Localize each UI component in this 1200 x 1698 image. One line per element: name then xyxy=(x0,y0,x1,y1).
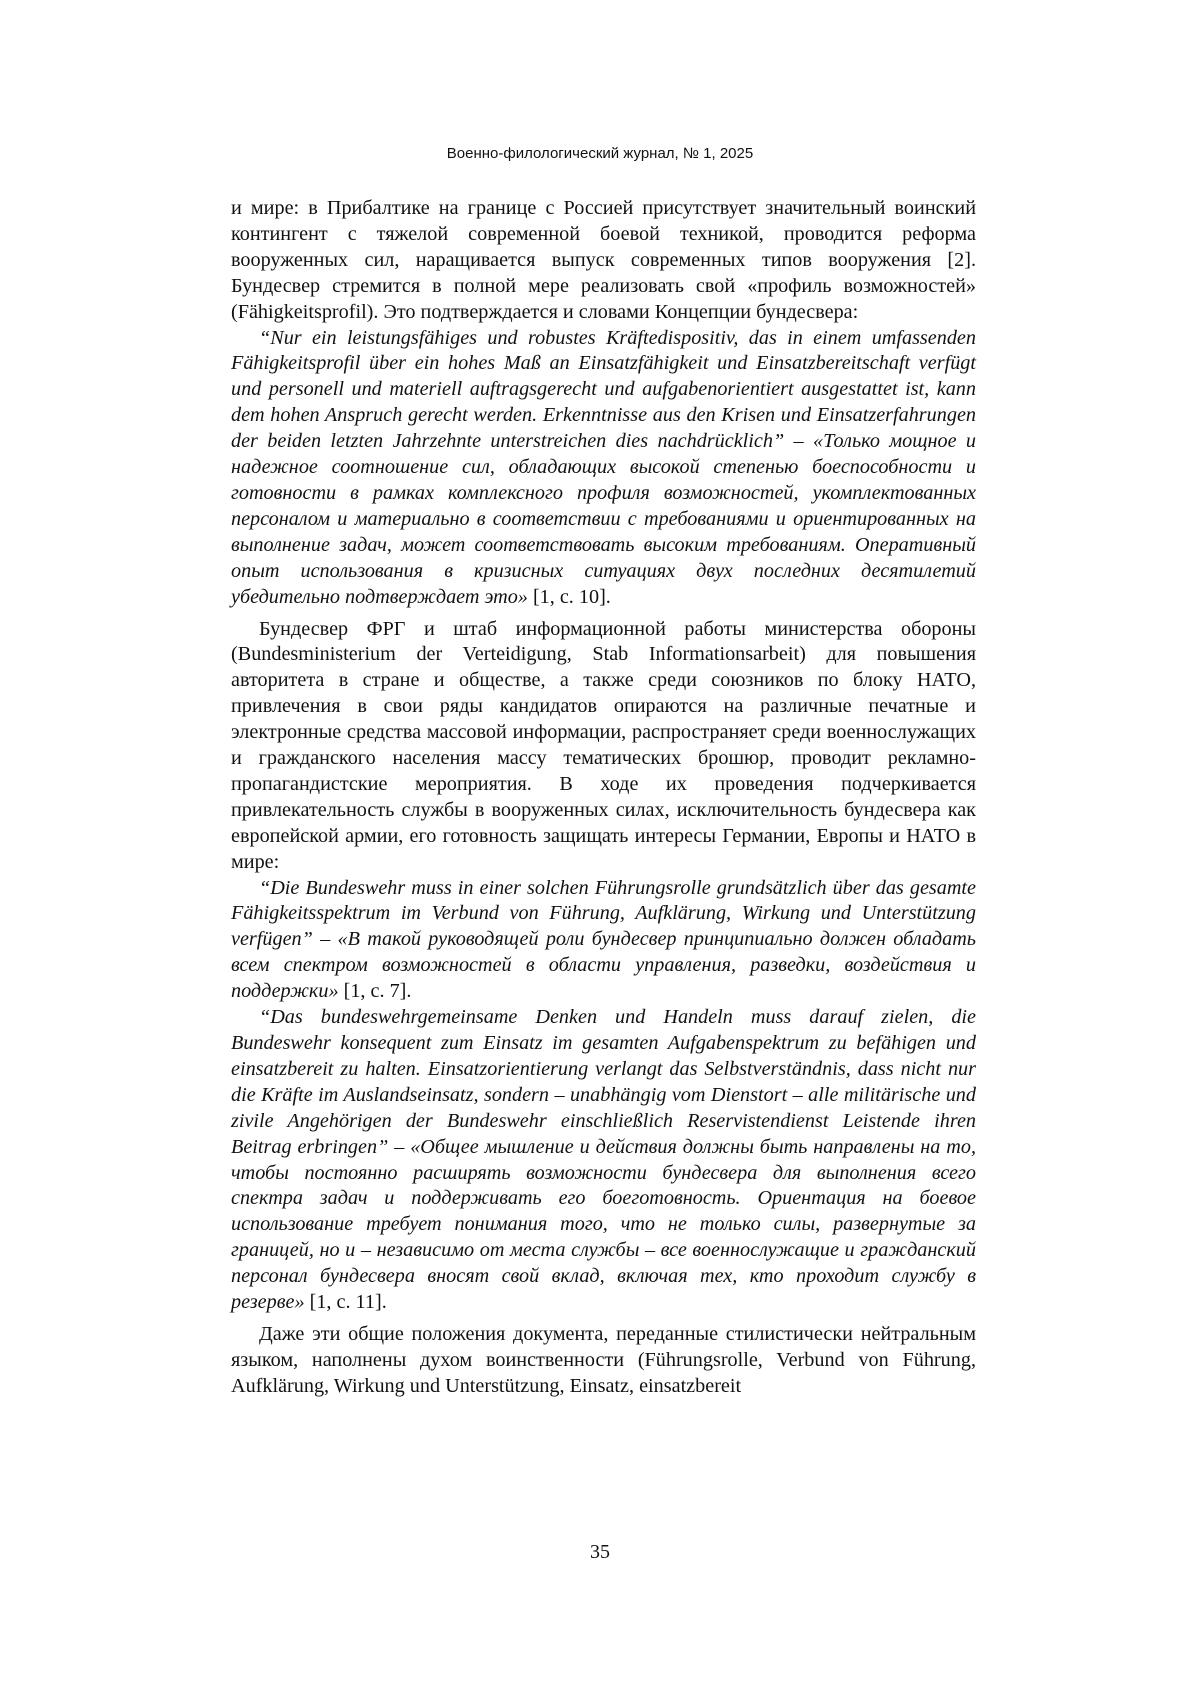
quote-text: “Das bundeswehrgemeinsame Denken und Handeln muss darauf zielen, die Bundeswehr konsequent zum Einsatz im gesamten Aufgabenspektrum zu befähigen und einsatzbereit zu halten. Einsatzorientierung verlangt das Selbstverständnis, dass nicht nur die Kräfte im Auslandseinsatz, sondern – unabhängig vom Dienstort – alle militärische und zivile Angehörigen der Bundeswehr einschließlich Reservistendienst Leistende ihren Beitrag erbringen” – «Общее мышление и действия должны быть направлены на то, чтобы постоянно расширять возможности бундесвера для выполнения всего спектра задач и поддерживать его боеготовность. Ориентация на боевое использование требует понимания того, что не только силы, развернутые за границей, но и – независимо от места службы – все военнослужащие и гражданский персонал бундесвера вносят свой вклад, включая тех, кто проходит службу в резерве» xyxy=(231,1006,976,1314)
quote-block-2 xyxy=(231,876,976,1006)
citation: [1, с. 11]. xyxy=(304,1291,387,1314)
running-header: Военно-филологический журнал, № 1, 2025 xyxy=(446,145,754,162)
paragraph-bundeswehr-info: Бундесвер ФРГ и штаб информационной работы министерства обороны (Bundesministerium der Verteidigung, Stab Informationsarbeit) для повышения авторитета в стране и обществе, а также среди союзников по блоку НАТО, привлечения в свои ряды кандидатов опираются на различные печатные и электронные средства массовой информации, распространяет среди военнослужащих и гражданского населения массу тематических брошюр, проводит рекламно-пропагандистские мероприятия. В ходе их проведения подчеркивается привлекательность службы в вооруженных силах, исключительность бундесвера как европейской армии, его готовность защищать интересы Германии, Европы и НАТО в мире: xyxy=(231,617,976,873)
paragraph-conclusion: Даже эти общие положения документа, переданные стилистически нейтральным языком, наполнены духом воинственности (Führungsrolle, Verbund von Führung, Aufklärung, Wirkung und Unterstützung, Einsatz, einsatzbereit xyxy=(231,1322,976,1397)
paragraph-continuation: и мире: в Прибалтике на границе с Россией присутствует значительный воинский контингент с тяжелой современной боевой техникой, проводится реформа вооруженных сил, наращивается выпуск современных типов вооружения [2]. Бундесвер стремится в полной мере реализовать свой «профиль возможностей» (Fähigkeitsprofil). Это подтверждается и словами Концепции бундесвера: xyxy=(231,197,976,323)
citation: [1, с. 10]. xyxy=(527,585,611,608)
citation: [1, с. 7]. xyxy=(338,980,412,1003)
quote-block-3 xyxy=(231,1005,976,1316)
quote-text: “Nur ein leistungsfähiges und robustes Kräftedispositiv, das in einem umfassenden Fähigkeitsprofil über ein hohes Maß an Einsatzfähigkeit und Einsatzbereitschaft verfügt und personell und materiell auftragsgerecht und aufgabenorientiert ausgestattet ist, kann dem hohen Anspruch gerecht werden. Erkenntnisse aus den Krisen und Einsatzerfahrungen der beiden letzten Jahrzehnte unterstreichen dies nachdrücklich” – «Только мощное и надежное соотношение сил, обладающих высокой степенью боеспособности и готовности в рамках комплексного профиля возможностей, укомплектованных персоналом и материально в соответствии с требованиями и ориентированных на выполнение задач, может соответствовать высоким требованиям. Оперативный опыт использования в кризисных ситуациях двух последних десятилетий убедительно подтверждает это» xyxy=(231,326,976,608)
page-number: 35 xyxy=(590,1541,610,1563)
article-body xyxy=(231,196,976,1400)
quote-block-1 xyxy=(231,326,976,611)
quote-text: “Die Bundeswehr muss in einer solchen Führungsrolle grundsätzlich über das gesamte Fähigkeitsspektrum im Verbund von Führung, Aufklärung, Wirkung und Unterstützung verfügen” – «В такой руководящей роли бундесвер принципиально должен обладать всем спектром возможностей в области управления, разведки, воздействия и поддержки» xyxy=(231,876,976,1003)
